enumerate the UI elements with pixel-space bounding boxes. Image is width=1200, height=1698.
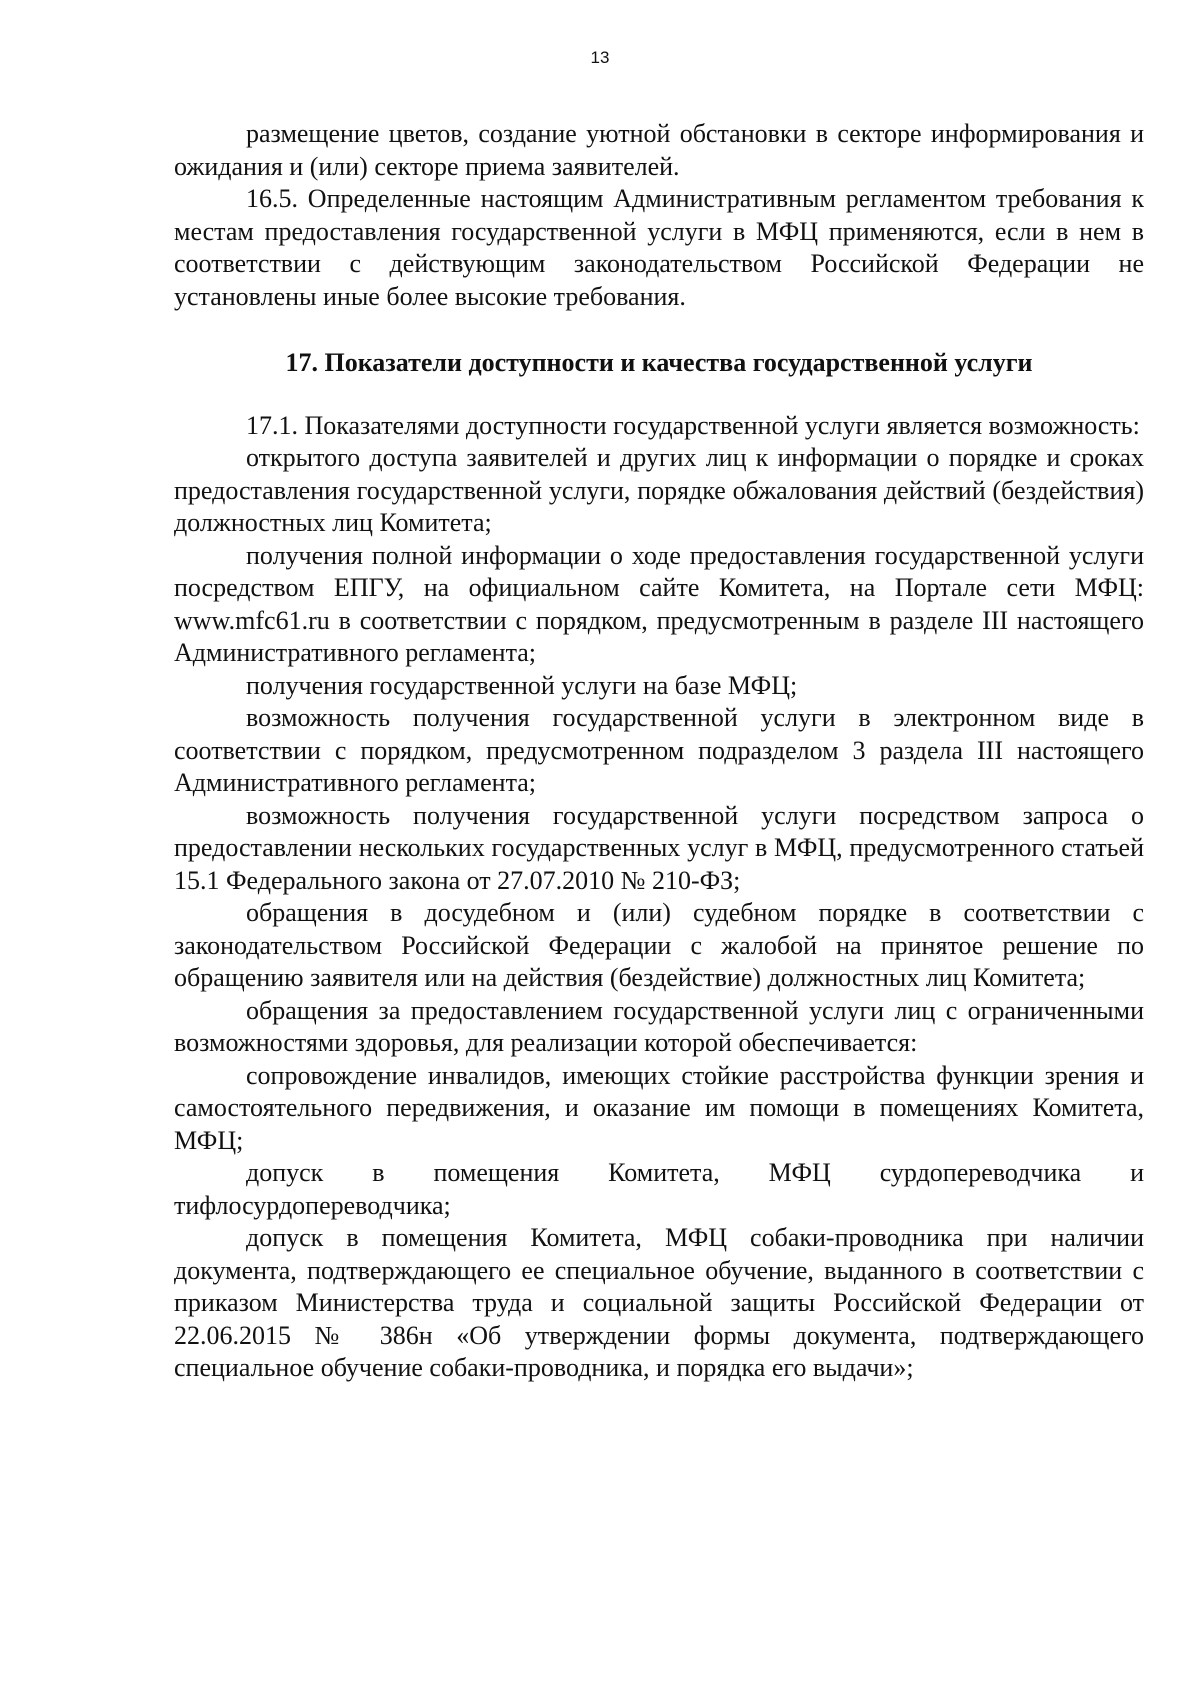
paragraph-full-information: получения полной информации о ходе предоставления государственной услуги посредством ЕПГУ, на официальном сайте Комитета, на Портале сети МФЦ: www.mfc61.ru в соответствии с порядком, предусмотренным в разделе III настоящего Административного регламента; (174, 540, 1144, 667)
section-heading-17: 17. Показатели доступности и качества государственной услуги (285, 348, 1033, 377)
paragraph-complex-request: возможность получения государственной услуги посредством запроса о предоставлении нескольких государственных услуг в МФЦ, предусмотренного статьей 15.1 Федерального закона от 27.07.2010 № 210-ФЗ; (174, 800, 1144, 895)
paragraph-16-5: 16.5. Определенные настоящим Административным регламентом требования к местам предоставления государственной услуги в МФЦ применяются, если в нем в соответствии с действующим законодательством Российской Федерации не установлены иные более высокие требования. (174, 184, 1144, 311)
paragraph-electronic-service: возможность получения государственной услуги в электронном виде в соответствии с порядком, предусмотренном подразделом 3 раздела III настоящего Административного регламента; (174, 703, 1144, 797)
paragraph-mfc-service: получения государственной услуги на базе МФЦ; (246, 670, 798, 700)
paragraph-17-1: 17.1. Показателями доступности государственной услуги является возможность: (246, 410, 1140, 440)
paragraph-disabilities: обращения за предоставлением государственной услуги лиц с ограниченными возможностями здоровья, для реализации которой обеспечивается: (174, 995, 1144, 1057)
paragraph-appeal: обращения в досудебном и (или) судебном порядке в соответствии с законодательством Российской Федерации с жалобой на принятое решение по обращению заявителя или на действия (бездействие) должностных лиц Комитета; (174, 898, 1144, 992)
paragraph-flowers: размещение цветов, создание уютной обстановки в секторе информирования и ожидания и (или) секторе приема заявителей. (174, 119, 1144, 181)
document-body (174, 118, 1144, 1385)
paragraph-escort: сопровождение инвалидов, имеющих стойкие расстройства функции зрения и самостоятельного передвижения, и оказание им помощи в помещениях Комитета, МФЦ; (174, 1060, 1144, 1155)
paragraph-guide-dog: допуск в помещения Комитета, МФЦ собаки-проводника при наличии документа, подтверждающего ее специальное обучение, выданного в соответствии с приказом Министерства труда и социальной защиты Российской Федерации от 22.06.2015 № 386н «Об утверждении формы документа, подтверждающего специальное обучение собаки-проводника, и порядка его выдачи»; (174, 1223, 1144, 1382)
paragraph-sign-interpreter: допуск в помещения Комитета, МФЦ сурдопереводчика и тифлосурдопереводчика; (174, 1158, 1144, 1220)
paragraph-open-access: открытого доступа заявителей и других лиц к информации о порядке и сроках предоставления государственной услуги, порядке обжалования действий (бездействия) должностных лиц Комитета; (174, 443, 1144, 537)
page-number: 13 (590, 48, 610, 67)
